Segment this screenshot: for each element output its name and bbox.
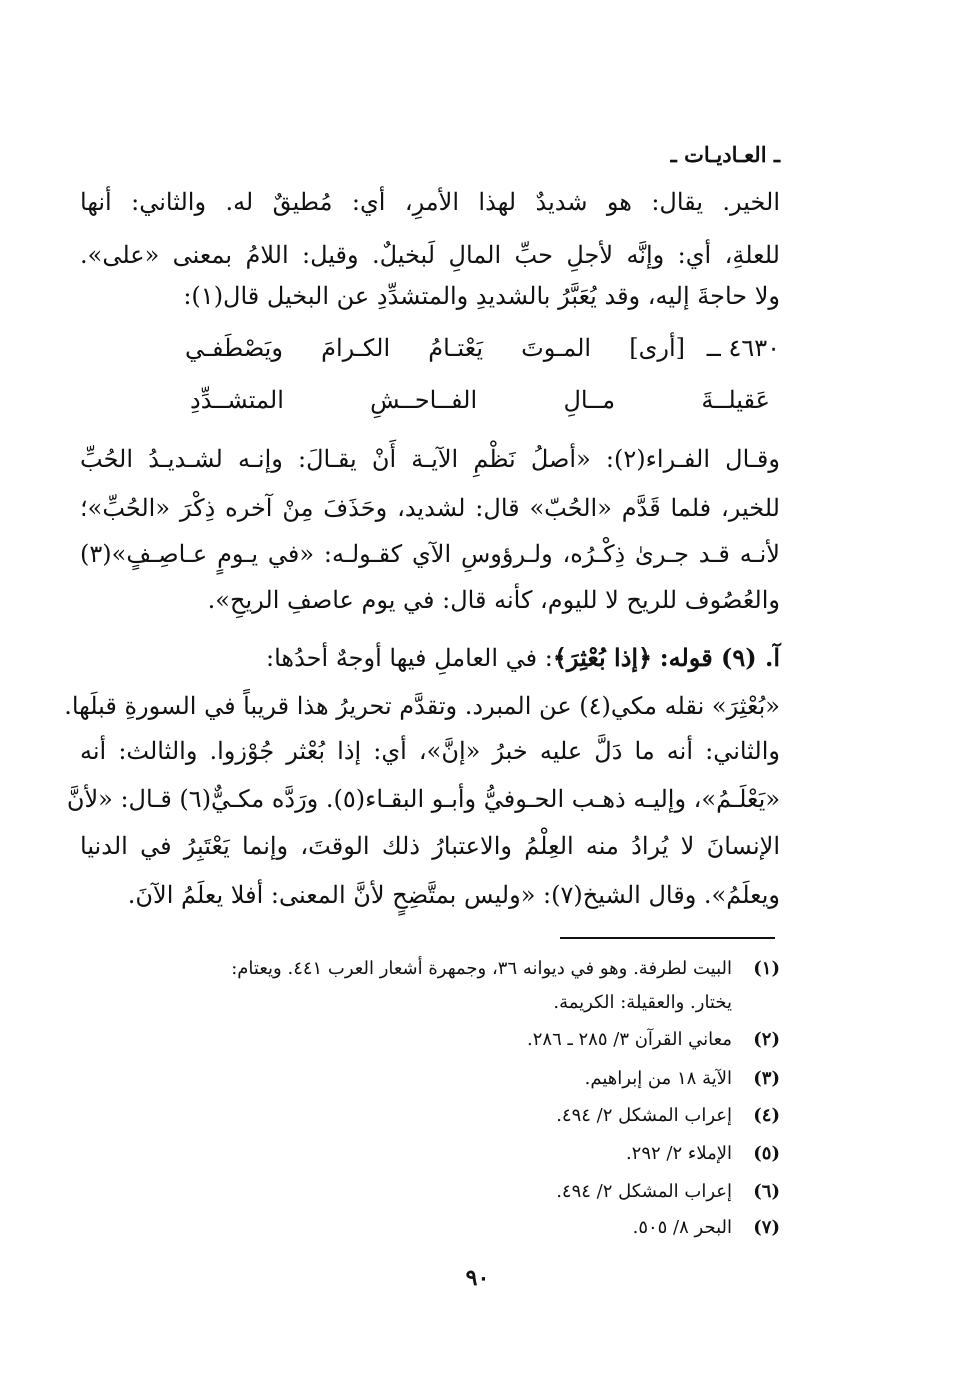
body-line: والثاني: أنه ما دَلَّ عليه خبرُ «إنَّ»، أي: إذا بُعْثر جُوْزوا. والثالث: أنه bbox=[80, 737, 780, 765]
footnote-text: إعراب المشكل ٢/ ٤٩٤. bbox=[556, 1181, 732, 1202]
footnote bbox=[80, 1175, 780, 1209]
page-number: ٩٠ bbox=[465, 1265, 490, 1291]
verse-first-hemistich: [أرى] المـوتَ يَعْتـامُ الكـرامَ ويَصْطَفـي bbox=[185, 334, 685, 362]
verse-commentary-heading bbox=[80, 636, 780, 680]
footnote-text: إعراب المشكل ٢/ ٤٩٤. bbox=[556, 1105, 732, 1126]
footnote-text: البحر ٨/ ٥٠٥. bbox=[632, 1217, 732, 1238]
quran-quote: ﴿إذا بُعْثِرَ﴾ bbox=[552, 643, 653, 672]
footnote-number: (١) bbox=[753, 958, 780, 979]
body-line: للخير، فلما قَدَّم «الحُبّ» قال: لشديد، وحَذَفَ مِنْ آخره ذِكْرَ «الحُبِّ»؛ bbox=[80, 494, 780, 522]
body-line: ولا حاجةَ إليه، وقد يُعَبَّرُ بالشديدِ والمتشدِّدِ عن البخيل قال(١): bbox=[183, 282, 780, 310]
footnote-separator bbox=[560, 937, 775, 939]
footnote-text: معاني القرآن ٣/ ٢٨٥ ـ ٢٨٦. bbox=[527, 1029, 732, 1050]
body-line: الإنسانَ لا يُرادُ منه العِلْمُ والاعتبارُ ذلك الوقتَ، وإنما يَعْتَبِرُ في الدنيا bbox=[80, 832, 780, 860]
footnote-number: (٥) bbox=[753, 1143, 780, 1164]
footnote-continuation: يختار. والعقيلة: الكريمة. bbox=[553, 992, 732, 1013]
footnote bbox=[80, 1137, 780, 1171]
running-header: ـ العـاديـات ـ bbox=[670, 142, 780, 167]
verse-reference: آ. (٩) قوله: bbox=[659, 643, 780, 672]
body-line: والعُصُوف للريح لا لليوم، كأنه قال: في يوم عاصفِ الريحِ». bbox=[207, 586, 780, 614]
footnote bbox=[80, 1023, 780, 1057]
footnote-number: (٦) bbox=[753, 1181, 780, 1202]
footnote-text: الإملاء ٢/ ٢٩٢. bbox=[625, 1143, 732, 1164]
footnote-number: (٣) bbox=[753, 1068, 780, 1089]
footnote-number: (٤) bbox=[753, 1105, 780, 1126]
footnote bbox=[80, 952, 780, 986]
verse-number: ٤٦٣٠ ــ bbox=[706, 334, 780, 362]
footnote-text: الآية ١٨ من إبراهيم. bbox=[584, 1068, 732, 1089]
footnote-number: (٢) bbox=[753, 1029, 780, 1050]
footnote bbox=[80, 1062, 780, 1096]
verse-second-hemistich: عَقيلــةَ مــالِ الفــاحــشِ المتشــدِّدِ bbox=[190, 386, 770, 414]
body-line: وقـال الفـراء(٢): «أصلُ نَظْمِ الآيـة أَنْ يقـالَ: وإنـه لشـديـدُ الحُبِّ bbox=[80, 445, 780, 473]
body-line: للعلةِ، أي: وإنَّه لأجلِ حبِّ المالِ لَبخيلٌ. وقيل: اللامُ بمعنى «على». bbox=[80, 241, 780, 269]
footnote-text: البيت لطرفة. وهو في ديوانه ٣٦، وجمهرة أشعار العرب ٤٤١. ويعتام: bbox=[231, 958, 732, 979]
body-line: «يَعْلَـمُ»، وإليـه ذهـب الحـوفيُّ وأبـو البقـاء(٥). ورَدَّه مكـيٌّ(٦) قـال: «لأنَّ bbox=[66, 785, 780, 813]
body-line: الخير. يقال: هو شديدٌ لهذا الأمرِ، أي: مُطيقٌ له. والثاني: أنها bbox=[80, 188, 780, 216]
body-line: لأنـه قـد جـرىٰ ذِكْـرُه، ولـرؤوسِ الآي كقـولـه: «في يـومٍ عـاصِـفٍ»(٣) bbox=[80, 540, 780, 568]
heading-rest: : في العاملِ فيها أوجهٌ أحدُها: bbox=[266, 644, 553, 672]
footnote bbox=[80, 1099, 780, 1133]
footnote-number: (٧) bbox=[753, 1217, 780, 1238]
body-line: «بُعْثِرَ» نقله مكي(٤) عن المبرد. وتقدَّم تحريرُ هذا قريباً في السورةِ قبلَها. bbox=[64, 692, 780, 720]
footnote bbox=[80, 1211, 780, 1245]
body-line: ويعلَمُ». وقال الشيخ(٧): «وليس بمتَّضِحٍ لأنَّ المعنى: أفلا يعلَمُ الآنَ. bbox=[127, 881, 780, 909]
